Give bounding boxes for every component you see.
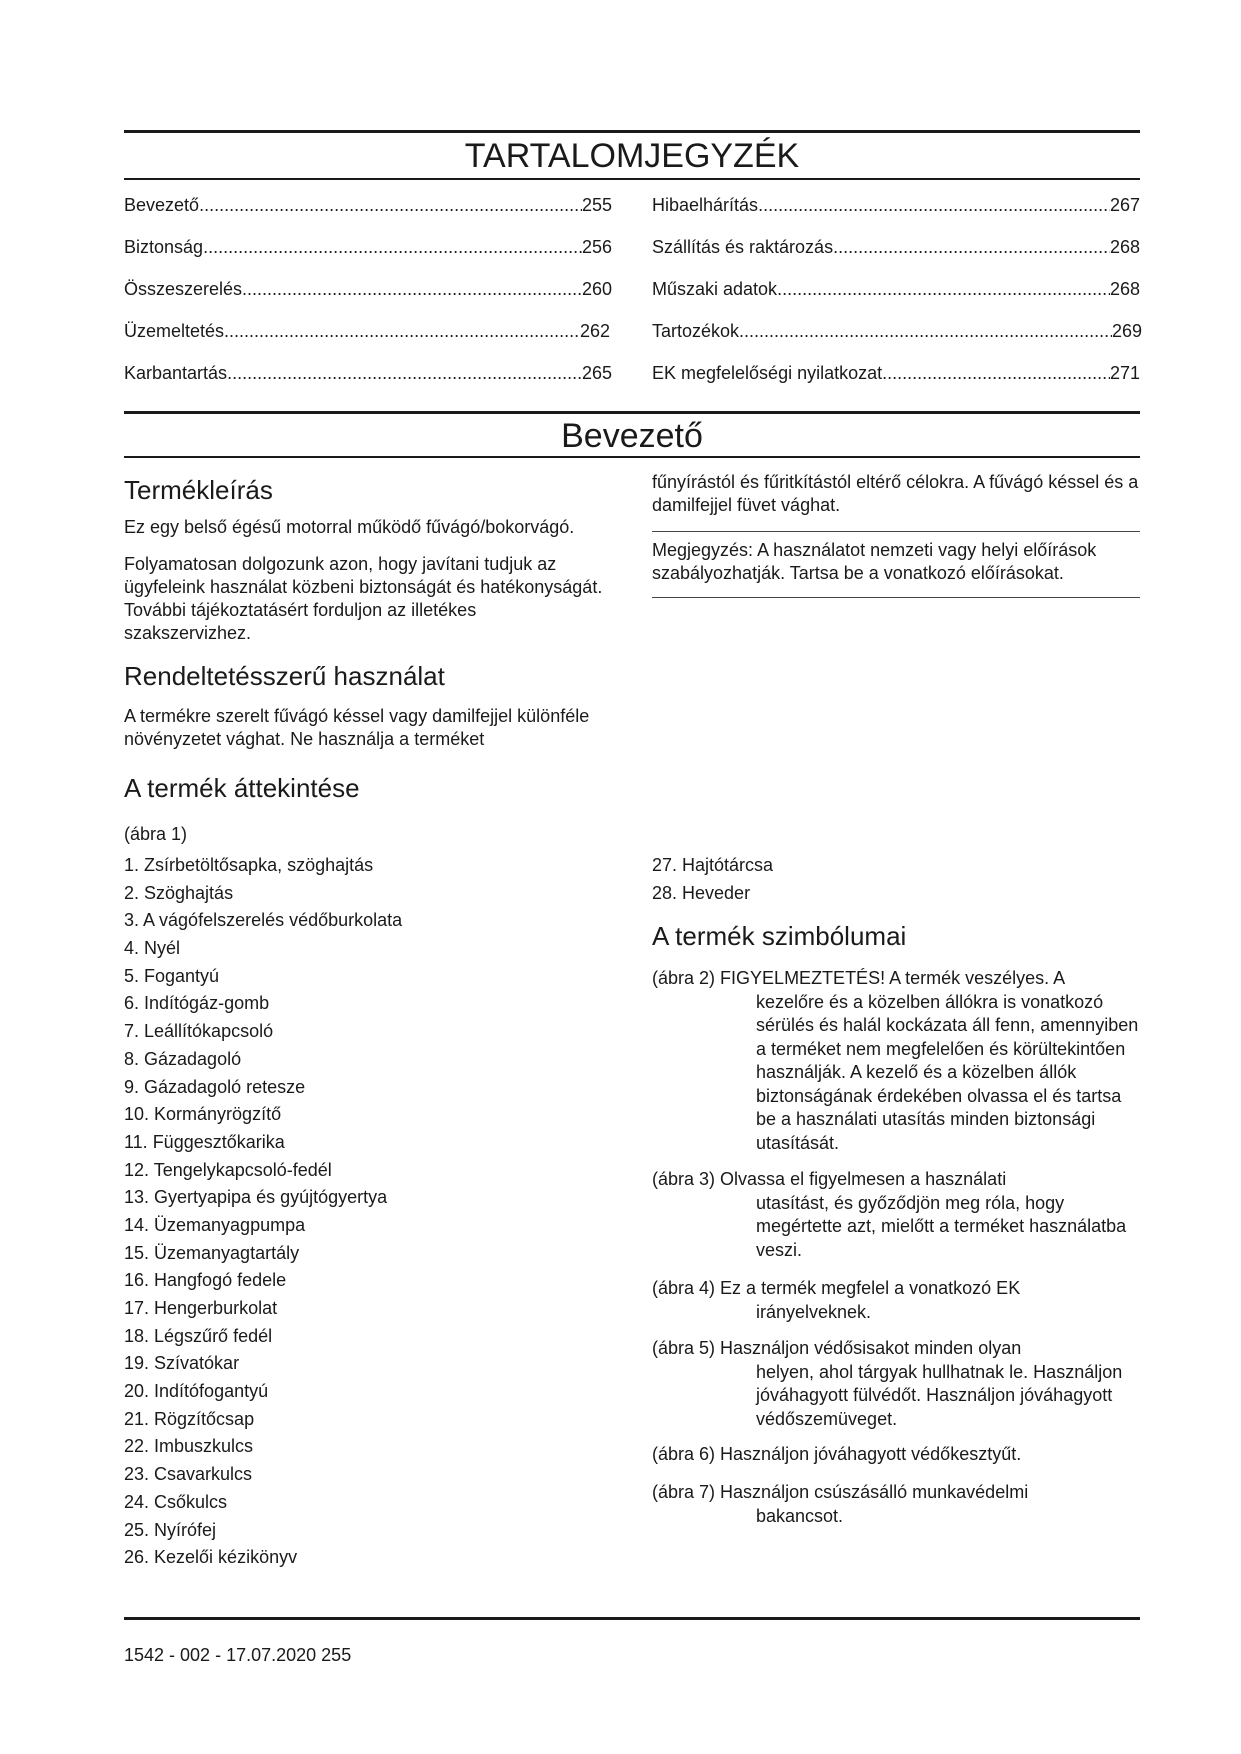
section-bottom-rule: [124, 456, 1140, 458]
toc-entry-label: Karbantartás: [124, 363, 228, 383]
toc-entry-label: Tartozékok: [652, 321, 740, 341]
symbol-text-rest: irányelveknek.: [756, 1301, 872, 1322]
toc-entry-page: 262: [579, 321, 610, 341]
toc-top-rule: [124, 130, 1140, 133]
toc-bottom-rule: [124, 178, 1140, 180]
overview-figure-ref: (ábra 1): [124, 824, 188, 844]
symbol-text-first: Ez a termék megfelel a vonatkozó EK: [720, 1278, 1021, 1298]
note-label: Megjegyzés:: [652, 540, 754, 560]
overview-list-left: [124, 852, 402, 1572]
toc-title: TARTALOMJEGYZÉK: [464, 137, 800, 175]
symbol-item: [652, 1481, 1142, 1528]
symbol-figure-ref: (ábra 2): [652, 968, 716, 988]
overview-list-item: 8. Gázadagoló: [124, 1048, 242, 1069]
overview-list-item: 10. Kormányrögzítő: [124, 1104, 282, 1125]
page-footer: [124, 1643, 351, 1667]
toc-entry-label: Üzemeltetés: [124, 321, 225, 341]
overview-list-item: 5. Fogantyú: [124, 965, 220, 986]
toc-entry[interactable]: [652, 360, 1140, 386]
toc-entry-label: Hibaelhárítás: [652, 195, 759, 215]
symbol-text-rest: utasítást, és győződjön meg róla, hogy megértette azt, mielőtt a terméket használatba veszi.: [756, 1192, 1127, 1260]
toc-entry[interactable]: [652, 192, 1140, 218]
toc-entry-page: 256: [581, 237, 612, 257]
toc-entry[interactable]: [124, 318, 610, 344]
toc-entry-label: EK megfelelőségi nyilatkozat: [652, 363, 883, 383]
overview-list-item: 20. Indítófogantyú: [124, 1381, 269, 1402]
overview-list-item: 26. Kezelői kézikönyv: [124, 1547, 298, 1568]
product-desc-heading: Termékleírás: [124, 475, 273, 505]
overview-list-item: 15. Üzemanyagtartály: [124, 1242, 300, 1263]
section-top-rule: [124, 411, 1140, 414]
overview-list-item: 6. Indítógáz-gomb: [124, 993, 270, 1014]
overview-list-item: 17. Hengerburkolat: [124, 1298, 278, 1318]
overview-list-item: 11. Függesztőkarika: [124, 1131, 285, 1152]
toc-entry-page: 268: [1109, 237, 1140, 257]
symbol-text-rest: kezelőre és a közelben állókra is vonatkozó sérülés és halál kockázata áll fenn, amennyiben a terméket nem megfelelően és körültekintően használják. A kezelő és a közelben állók biztonságának érdekében olvassa el és tartsa be a használati utasítás minden biztonsági utasítását.: [756, 991, 1139, 1153]
note-text: A használatot nemzeti vagy helyi előírások szabályozhatják. Tartsa be a vonatkozó előírásokat.: [652, 540, 1097, 583]
toc-entry-label: Biztonság: [124, 237, 204, 257]
overview-list-item: 16. Hangfogó fedele: [124, 1270, 287, 1291]
overview-list-item: 13. Gyertyapipa és gyújtógyertya: [124, 1187, 388, 1208]
symbol-figure-ref: (ábra 6): [652, 1444, 716, 1464]
toc-entry[interactable]: [124, 360, 612, 386]
symbol-figure-ref: (ábra 3): [652, 1169, 716, 1189]
symbol-item: [652, 1337, 1142, 1431]
overview-list-item: 23. Csavarkulcs: [124, 1464, 253, 1485]
symbols-heading: A termék szimbólumai: [652, 921, 907, 951]
symbol-text-first: FIGYELMEZTETÉS! A termék veszélyes. A: [720, 968, 1066, 988]
toc-entry[interactable]: [652, 318, 1142, 344]
overview-list-item: 18. Légszűrő fedél: [124, 1325, 273, 1346]
toc-entry[interactable]: [124, 234, 612, 260]
overview-list-item: 14. Üzemanyagpumpa: [124, 1214, 306, 1235]
product-desc-p1: Ez egy belső égésű motorral működő fűvágó/bokorvágó.: [124, 517, 575, 537]
toc-entry-page: 265: [581, 363, 612, 383]
product-desc-p2: Folyamatosan dolgozunk azon, hogy javítani tudjuk az ügyfeleink használat közbeni biztonságát és hatékonyságát. További tájékoztatásért forduljon az illetékes szakszervizhez.: [124, 554, 603, 643]
toc-entry-page: 269: [1111, 321, 1142, 341]
overview-list-item: 7. Leállítókapcsoló: [124, 1021, 274, 1042]
overview-list-item: 24. Csőkulcs: [124, 1491, 228, 1512]
overview-heading: A termék áttekintése: [124, 773, 360, 803]
note-bottom-rule: [652, 597, 1140, 598]
overview-list-item: 27. Hajtótárcsa: [652, 855, 774, 875]
intended-use-p1-cont: fűnyírástól és fűritkítástól eltérő célokra. A fűvágó késsel és a damilfejjel füvet vághat.: [652, 472, 1139, 515]
toc-entry[interactable]: [652, 276, 1140, 302]
note: [652, 539, 1140, 585]
toc-entry[interactable]: [124, 276, 612, 302]
footer-doc-ref: 1542 - 002 - 17.07.2020: [124, 1645, 317, 1665]
section-title: Bevezető: [561, 417, 703, 455]
intended-use-p1: A termékre szerelt fűvágó késsel vagy damilfejjel különféle növényzetet vághat. Ne használja a terméket: [124, 706, 590, 749]
overview-list-item: 25. Nyírófej: [124, 1519, 217, 1540]
overview-list-right: [652, 852, 773, 907]
toc-entry-label: Összeszerelés: [124, 279, 243, 299]
overview-list-item: 2. Szöghajtás: [124, 882, 234, 903]
symbol-figure-ref: (ábra 4): [652, 1278, 716, 1298]
symbol-figure-ref: (ábra 5): [652, 1338, 716, 1358]
footer-page-number: 255: [321, 1645, 352, 1665]
symbol-text-first: Használjon védősisakot minden olyan: [720, 1338, 1022, 1358]
toc-entry-label: Műszaki adatok: [652, 279, 778, 299]
overview-list-item: 1. Zsírbetöltősapka, szöghajtás: [124, 855, 374, 875]
symbol-figure-ref: (ábra 7): [652, 1482, 716, 1502]
symbol-text-first: Használjon jóváhagyott védőkesztyűt.: [720, 1444, 1022, 1464]
toc-entry-page: 255: [581, 195, 612, 215]
toc-entry-page: 260: [581, 279, 612, 299]
overview-list-item: 9. Gázadagoló retesze: [124, 1076, 306, 1097]
symbol-text-rest: bakancsot.: [756, 1505, 844, 1526]
toc-entry-label: Bevezető: [124, 195, 200, 215]
note-top-rule: [652, 531, 1140, 532]
toc-entry-label: Szállítás és raktározás: [652, 237, 834, 257]
intended-use-heading: Rendeltetésszerű használat: [124, 661, 445, 691]
symbol-item: [652, 1168, 1142, 1262]
footer-rule: [124, 1617, 1140, 1620]
toc-entry-page: 271: [1109, 363, 1140, 383]
toc-entry-page: 268: [1109, 279, 1140, 299]
overview-list-item: 22. Imbuszkulcs: [124, 1436, 254, 1457]
symbol-text-first: Olvassa el figyelmesen a használati: [720, 1169, 1007, 1189]
symbol-item: [652, 1443, 1142, 1467]
toc-entry[interactable]: [124, 192, 612, 218]
toc-entry-page: 267: [1109, 195, 1140, 215]
overview-list-item: 3. A vágófelszerelés védőburkolata: [124, 910, 403, 931]
symbol-item: [652, 967, 1142, 1155]
symbol-text-first: Használjon csúszásálló munkavédelmi: [720, 1482, 1029, 1502]
overview-list-item: 12. Tengelykapcsoló-fedél: [124, 1159, 332, 1180]
overview-list-item: 4. Nyél: [124, 938, 181, 959]
overview-list-item: 28. Heveder: [652, 882, 751, 903]
symbol-text-rest: helyen, ahol tárgyak hullhatnak le. Használjon jóváhagyott fülvédőt. Használjon jóváhagyott védőszemüveget.: [756, 1361, 1123, 1429]
toc-entry[interactable]: [652, 234, 1140, 260]
overview-list-item: 21. Rögzítőcsap: [124, 1408, 255, 1429]
overview-list-item: 19. Szívatókar: [124, 1353, 240, 1374]
symbol-item: [652, 1277, 1142, 1324]
